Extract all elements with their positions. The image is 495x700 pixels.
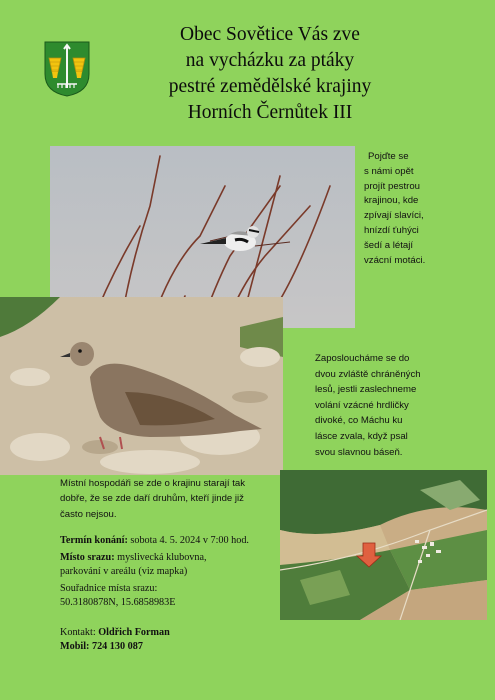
paragraph-line: volání vzácné hrdličky xyxy=(315,399,409,411)
intro-line: krajinou, kde xyxy=(364,195,419,207)
title-line: Obec Sovětice Vás zve xyxy=(180,24,360,45)
intro-line: zpívají slavíci, xyxy=(364,210,424,222)
event-details xyxy=(60,534,278,613)
intro-line: s námi opět xyxy=(364,165,414,177)
paragraph-line: svou slavnou báseň. xyxy=(315,446,403,458)
intro-line: šedí a létají xyxy=(364,239,414,251)
event-coords xyxy=(60,582,278,609)
paragraph-line: dobře, že se zde daří druhům, kteří jinde již xyxy=(60,493,244,505)
paragraph-line: dvou zvláště chráněných xyxy=(315,368,421,380)
paragraph-line: často nejsou. xyxy=(60,508,117,520)
place-value-2: parkování v areálu (viz mapka) xyxy=(60,565,188,577)
forest-paragraph xyxy=(315,351,475,460)
intro-line: hnízdí ťuhýci xyxy=(364,224,419,236)
place-label: Místo srazu: xyxy=(60,552,115,564)
paragraph-line: Zaposloucháme se do xyxy=(315,353,410,364)
term-value: sobota 4. 5. 2024 v 7:00 hod. xyxy=(127,535,249,546)
coords-label: Souřadnice místa srazu: xyxy=(60,583,158,595)
turtle-dove-photo xyxy=(0,297,283,475)
intro-text xyxy=(364,150,442,268)
meeting-point-map xyxy=(280,470,487,620)
paragraph-line: lásce zvala, když psal xyxy=(315,430,408,442)
event-term xyxy=(60,534,278,547)
contact-label: Kontakt: xyxy=(60,627,99,638)
contact-block xyxy=(60,626,280,655)
contact-name: Oldřich Forman xyxy=(98,627,170,638)
paragraph-line: Místní hospodáři se zde o krajinu starají tak xyxy=(60,478,246,489)
paragraph-line: lesů, jestli zaslechneme xyxy=(315,384,417,396)
intro-line: vzácní motáci. xyxy=(364,254,426,266)
title-line: pestré zemědělské krajiny xyxy=(168,76,372,97)
title-line: na vycházku za ptáky xyxy=(185,50,355,71)
intro-line: Pojďte se xyxy=(368,151,409,162)
place-value: myslivecká klubovna, xyxy=(114,552,207,564)
paragraph-line: divoké, co Máchu ku xyxy=(315,415,403,427)
event-place xyxy=(60,551,278,578)
coords-value: 50.3180878N, 15.6858983E xyxy=(60,596,176,608)
farmers-paragraph xyxy=(60,476,275,522)
term-label: Termín konání: xyxy=(60,535,128,546)
contact-mobile: Mobil: 724 130 087 xyxy=(60,641,143,653)
intro-line: projít pestrou xyxy=(364,180,420,192)
page-title xyxy=(120,22,420,126)
coat-of-arms-icon xyxy=(43,40,91,98)
title-line: Horních Černůtek III xyxy=(187,102,353,123)
